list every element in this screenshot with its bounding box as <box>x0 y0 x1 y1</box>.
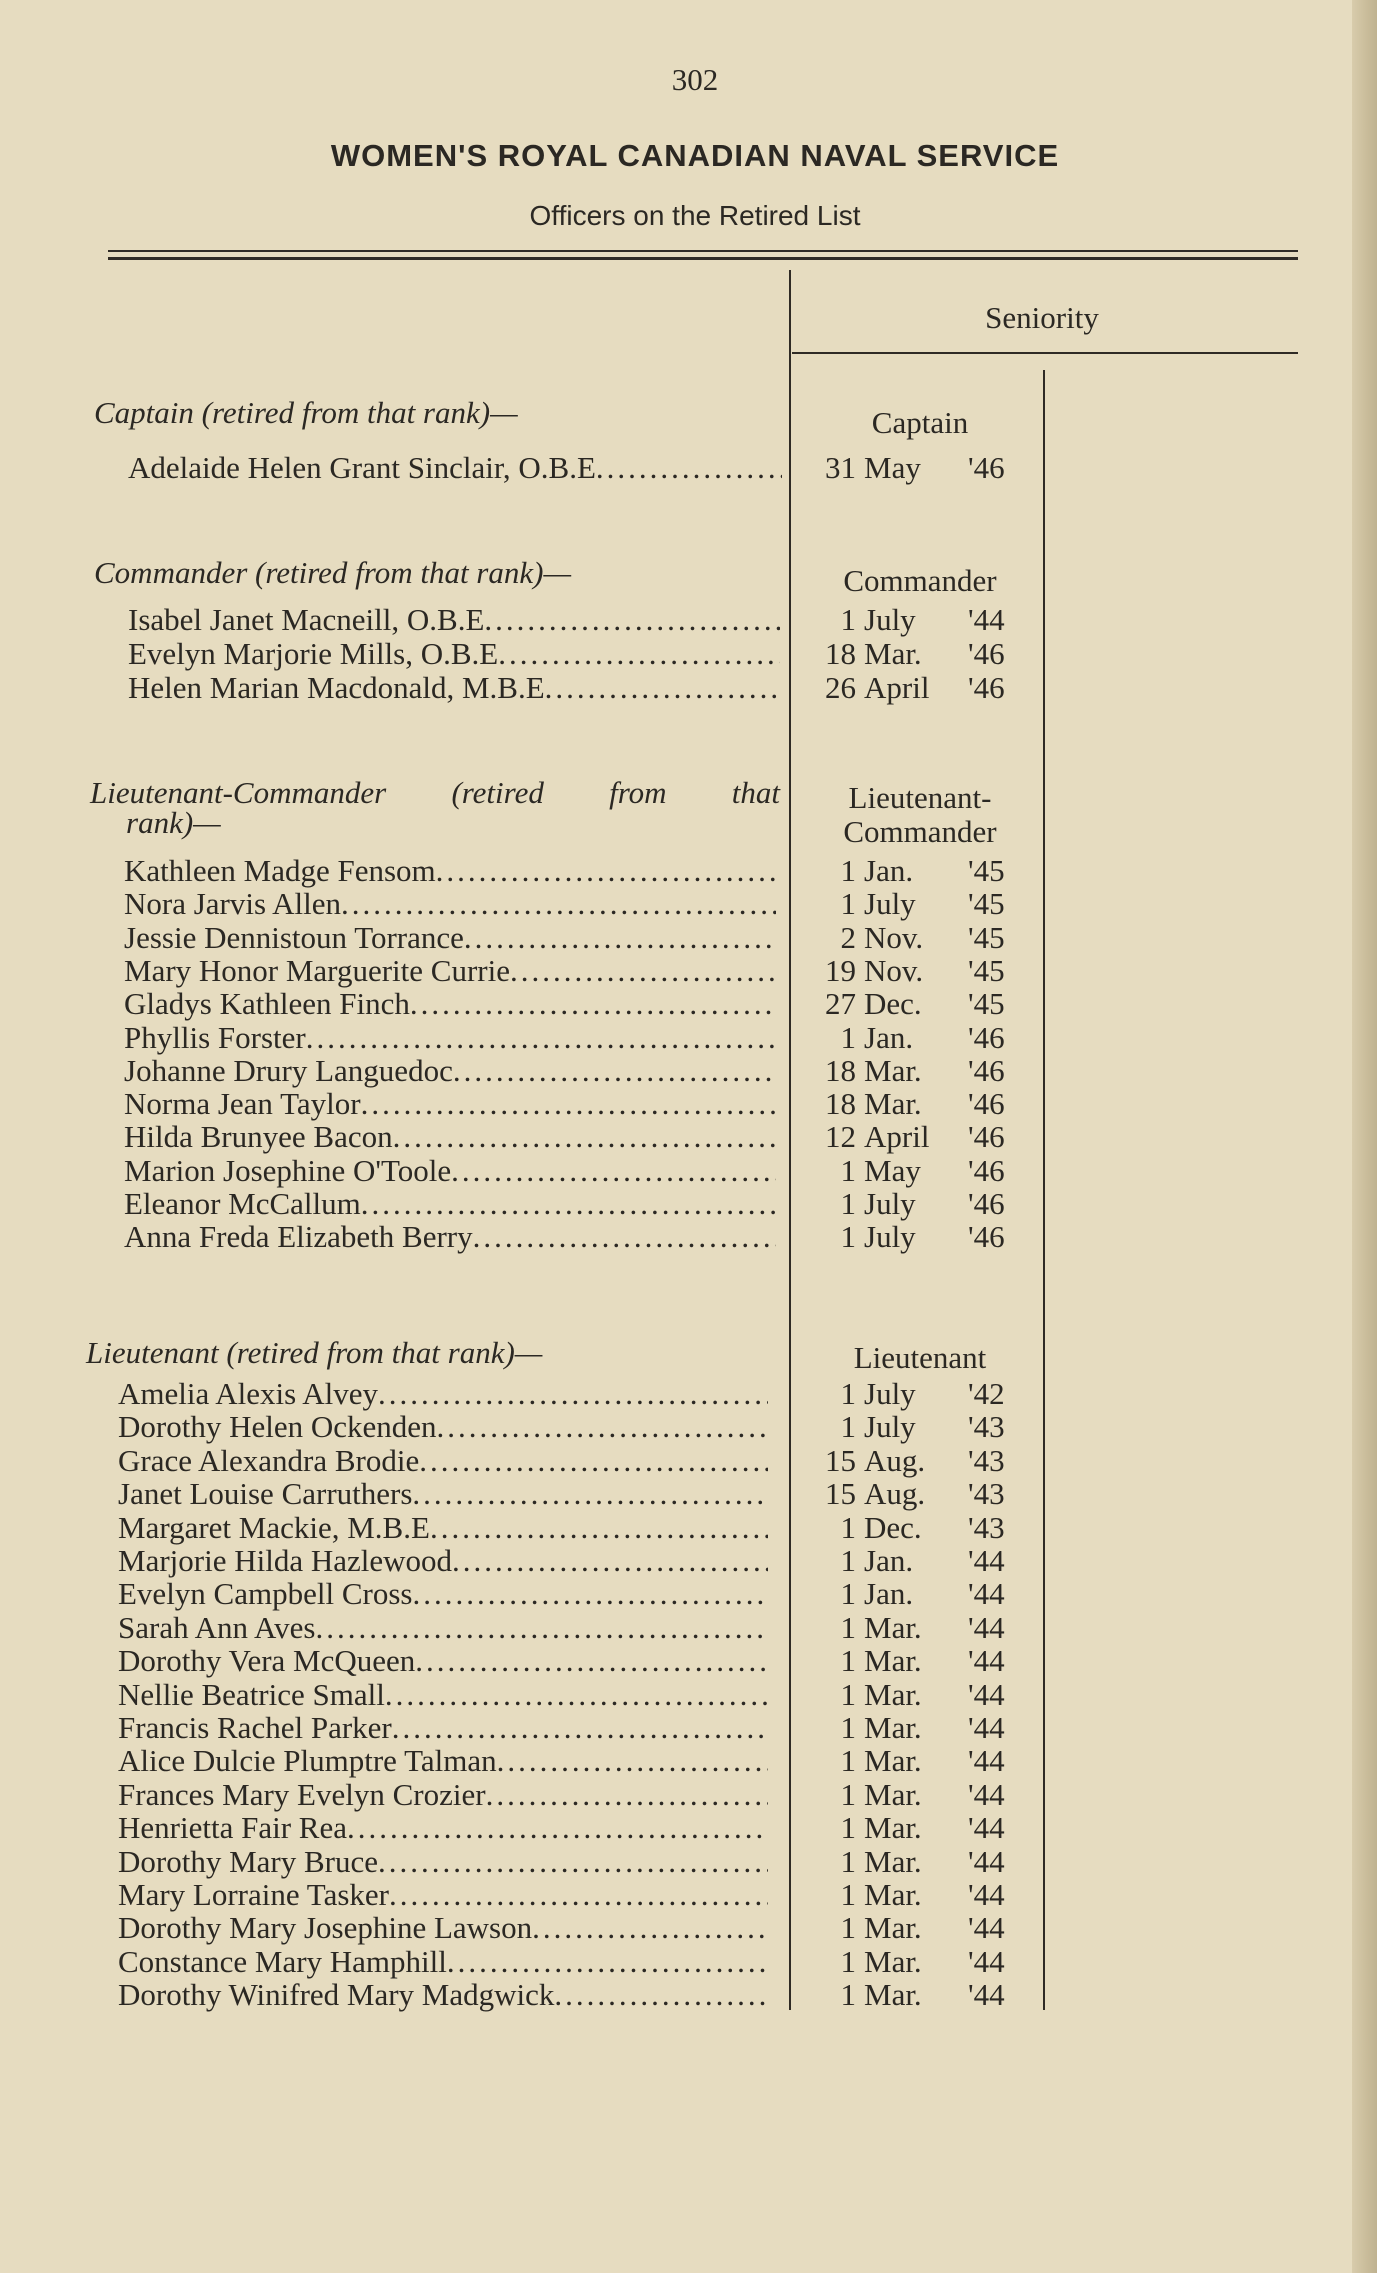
officer-row <box>0 886 1352 920</box>
officer-name-cell <box>128 602 780 638</box>
seniority-month: Mar. <box>864 1676 922 1712</box>
seniority-day: 31 <box>825 450 856 485</box>
seniority-month: Nov. <box>864 952 924 988</box>
seniority-month: Mar. <box>864 1086 922 1122</box>
officer-name: Nellie Beatrice Small <box>118 1676 385 1712</box>
seniority-year: '44 <box>968 1676 1005 1712</box>
seniority-month: Mar. <box>864 1609 922 1645</box>
officer-name-cell <box>118 1376 768 1412</box>
dot-leader <box>486 1777 768 1813</box>
seniority-month: Jan. <box>864 853 914 888</box>
officer-row <box>0 1877 1352 1911</box>
dot-leader <box>451 1153 776 1189</box>
dot-leader <box>484 602 780 638</box>
seniority-day: 1 <box>840 1186 856 1221</box>
seniority-year: '46 <box>968 636 1005 671</box>
seniority-year: '44 <box>968 602 1005 637</box>
officer-name: Evelyn Campbell Cross <box>118 1576 413 1612</box>
seniority-year: '44 <box>968 1643 1005 1679</box>
seniority-month: July <box>864 1186 916 1221</box>
page-number: 302 <box>671 62 719 97</box>
seniority-year: '43 <box>968 1409 1005 1445</box>
officer-row <box>0 1086 1352 1120</box>
dot-leader <box>545 670 780 706</box>
dot-leader <box>453 1053 776 1089</box>
officer-name-cell <box>118 1409 768 1445</box>
seniority-month: May <box>864 1152 921 1188</box>
seniority-day: 15 <box>825 1442 856 1478</box>
seniority-day: 26 <box>825 670 856 705</box>
officer-name: Marion Josephine O'Toole <box>124 1152 452 1188</box>
officer-name: Henrietta Fair Rea <box>118 1810 347 1846</box>
officer-name: Evelyn Marjorie Mills, O.B.E <box>128 636 499 671</box>
officer-row <box>0 1510 1352 1544</box>
seniority-day: 1 <box>840 1543 856 1578</box>
header-rule-top <box>108 250 1298 252</box>
seniority-month: Nov. <box>864 919 924 955</box>
dot-leader <box>392 1710 768 1746</box>
seniority-month: Mar. <box>864 1810 922 1846</box>
officer-row <box>0 1053 1352 1087</box>
seniority-day: 18 <box>825 1052 856 1088</box>
seniority-month: Mar. <box>864 1052 922 1088</box>
heading-word: Lieutenant-Commander <box>90 775 387 810</box>
officer-name-cell <box>118 1643 768 1679</box>
officer-name-cell <box>118 1710 768 1746</box>
dot-leader <box>596 450 782 486</box>
seniority-month: July <box>864 1376 916 1411</box>
officer-name: Mary Lorraine Tasker <box>118 1877 389 1912</box>
dot-leader <box>436 853 776 889</box>
seniority-day: 1 <box>840 1676 856 1712</box>
officer-row <box>0 1409 1352 1443</box>
document-title: WOMEN'S ROYAL CANADIAN NAVAL SERVICE <box>330 138 1060 173</box>
seniority-year: '44 <box>968 1543 1005 1578</box>
officer-name-cell <box>124 953 776 989</box>
dot-leader <box>347 1810 768 1846</box>
officer-row <box>0 450 1352 484</box>
officer-name-cell <box>118 1944 768 1980</box>
seniority-header-rule <box>792 352 1298 354</box>
officer-name-cell <box>128 636 780 672</box>
seniority-year: '44 <box>968 1943 1005 1979</box>
officer-name: Dorothy Helen Ockenden <box>118 1409 437 1445</box>
officer-name-cell <box>124 986 776 1022</box>
seniority-day: 18 <box>825 1086 856 1122</box>
seniority-month: Mar. <box>864 1977 922 2013</box>
officer-row <box>0 1643 1352 1677</box>
officer-row <box>0 1376 1352 1410</box>
officer-name-cell <box>124 1219 776 1255</box>
seniority-month: Mar. <box>864 1843 922 1879</box>
seniority-year: '43 <box>968 1442 1005 1478</box>
officer-name-cell <box>118 1677 768 1713</box>
officer-name-cell <box>118 1743 768 1779</box>
seniority-day: 1 <box>840 1219 856 1255</box>
seniority-year: '46 <box>968 1019 1005 1055</box>
officer-name-cell <box>124 1020 776 1056</box>
seniority-month: Mar. <box>864 1776 922 1812</box>
seniority-day: 19 <box>825 952 856 988</box>
officer-row <box>0 1810 1352 1844</box>
seniority-month: Mar. <box>864 1710 922 1745</box>
officer-name: Dorothy Mary Josephine Lawson <box>118 1910 533 1946</box>
section-heading-lieutenant: Lieutenant (retired from that rank)— <box>86 1335 543 1370</box>
officer-row <box>0 1020 1352 1054</box>
seniority-month: Jan. <box>864 1019 914 1055</box>
seniority-day: 1 <box>840 1977 856 2013</box>
dot-leader <box>393 1119 776 1155</box>
section-heading-commander: Commander (retired from that rank)— <box>94 555 572 590</box>
officer-name: Kathleen Madge Fensom <box>124 853 436 888</box>
seniority-month: Mar. <box>864 1877 922 1912</box>
officer-name: Margaret Mackie, M.B.E <box>118 1509 430 1545</box>
heading-word: (retired <box>451 775 544 810</box>
seniority-year: '45 <box>968 952 1005 988</box>
officer-row <box>0 1944 1352 1978</box>
dot-leader <box>497 1743 768 1779</box>
dot-leader <box>361 1186 776 1222</box>
officer-name: Marjorie Hilda Hazlewood <box>118 1543 452 1578</box>
officer-name-cell <box>124 1086 776 1122</box>
officer-row <box>0 602 1352 636</box>
officer-name: Helen Marian Macdonald, M.B.E <box>128 670 545 705</box>
officer-name-cell <box>124 853 776 889</box>
seniority-year: '44 <box>968 1910 1005 1946</box>
dot-leader <box>341 886 776 922</box>
officer-row <box>0 986 1352 1020</box>
dot-leader <box>378 1844 768 1880</box>
dot-leader <box>498 636 780 672</box>
officer-name: Sarah Ann Aves <box>118 1609 316 1645</box>
seniority-year: '45 <box>968 986 1005 1022</box>
officer-name-cell <box>118 1910 768 1946</box>
seniority-day: 12 <box>825 1119 856 1155</box>
seniority-month: May <box>864 450 921 485</box>
seniority-day: 1 <box>840 1409 856 1445</box>
dot-leader <box>361 1086 776 1122</box>
officer-name-cell <box>118 1810 768 1846</box>
officer-name: Gladys Kathleen Finch <box>124 986 410 1022</box>
seniority-year: '44 <box>968 1843 1005 1879</box>
seniority-year: '44 <box>968 1877 1005 1912</box>
officer-name-cell <box>118 1610 768 1646</box>
officer-row <box>0 1443 1352 1477</box>
officer-name: Dorothy Mary Bruce <box>118 1843 378 1879</box>
dot-leader <box>452 1543 768 1579</box>
officer-name: Alice Dulcie Plumptre Talman <box>118 1743 497 1779</box>
officer-name-cell <box>128 450 782 486</box>
seniority-year: '42 <box>968 1376 1005 1411</box>
officer-name: Francis Rachel Parker <box>118 1710 392 1745</box>
seniority-day: 1 <box>840 1776 856 1812</box>
seniority-day: 1 <box>840 1376 856 1411</box>
officer-name-cell <box>118 1510 768 1546</box>
officer-name-cell <box>118 1977 768 2013</box>
dot-leader <box>415 1643 768 1679</box>
seniority-day: 1 <box>840 1843 856 1879</box>
seniority-year: '46 <box>968 1186 1005 1221</box>
rank-label-captain: Captain <box>871 405 969 440</box>
seniority-year: '44 <box>968 1710 1005 1745</box>
officer-name: Dorothy Vera McQueen <box>118 1643 416 1679</box>
header-rule-bottom <box>108 257 1298 260</box>
seniority-year: '44 <box>968 1776 1005 1812</box>
seniority-month: Mar. <box>864 636 922 671</box>
seniority-year: '46 <box>968 1052 1005 1088</box>
officer-name: Anna Freda Elizabeth Berry <box>124 1219 473 1255</box>
dot-leader <box>385 1677 768 1713</box>
seniority-month: Aug. <box>864 1476 926 1512</box>
officer-name-cell <box>118 1576 768 1612</box>
page-edge <box>1352 0 1377 2273</box>
seniority-year: '44 <box>968 1810 1005 1846</box>
heading-word: that <box>731 775 780 810</box>
seniority-day: 27 <box>825 986 856 1022</box>
seniority-month: Jan. <box>864 1576 914 1612</box>
officer-name: Hilda Brunyee Bacon <box>124 1119 393 1155</box>
officer-row <box>0 1219 1352 1253</box>
rank-label-lieutenant-commander: Lieutenant- <box>848 780 992 815</box>
seniority-month: Mar. <box>864 1943 922 1979</box>
officer-row <box>0 1743 1352 1777</box>
officer-name: Amelia Alexis Alvey <box>118 1376 379 1411</box>
dot-leader <box>532 1910 768 1946</box>
seniority-month: Jan. <box>864 1543 914 1578</box>
seniority-day: 1 <box>840 1576 856 1612</box>
dot-leader <box>554 1977 768 2013</box>
officer-name: Frances Mary Evelyn Crozier <box>118 1776 486 1812</box>
dot-leader <box>412 1476 768 1512</box>
seniority-year: '43 <box>968 1509 1005 1545</box>
officer-name-cell <box>118 1877 768 1913</box>
dot-leader <box>315 1610 768 1646</box>
officer-row <box>0 1186 1352 1220</box>
officer-name-cell <box>118 1443 768 1479</box>
seniority-year: '46 <box>968 1152 1005 1188</box>
seniority-day: 1 <box>840 1743 856 1779</box>
seniority-month: Mar. <box>864 1643 922 1679</box>
seniority-year: '45 <box>968 853 1005 888</box>
officer-name-cell <box>124 1186 776 1222</box>
officer-row <box>0 1977 1352 2011</box>
officer-row <box>0 1710 1352 1744</box>
rank-label-lieutenant-commander-line2: Commander <box>843 814 997 849</box>
seniority-month: Aug. <box>864 1442 926 1478</box>
officer-name: Johanne Drury Languedoc <box>124 1052 453 1088</box>
seniority-day: 1 <box>840 853 856 888</box>
officer-name: Isabel Janet Macneill, O.B.E <box>128 602 485 637</box>
officer-name-cell <box>118 1844 768 1880</box>
dot-leader <box>473 1219 776 1255</box>
seniority-day: 18 <box>825 636 856 671</box>
seniority-day: 1 <box>840 1810 856 1846</box>
officer-name: Dorothy Winifred Mary Madgwick <box>118 1977 555 2013</box>
officer-name: Nora Jarvis Allen <box>124 886 341 922</box>
officer-name-cell <box>124 1153 776 1189</box>
dot-leader <box>437 1409 768 1445</box>
dot-leader <box>430 1510 768 1546</box>
officer-row <box>0 920 1352 954</box>
officer-row <box>0 1153 1352 1187</box>
officer-row <box>0 1844 1352 1878</box>
seniority-day: 2 <box>840 919 856 955</box>
officer-row <box>0 1476 1352 1510</box>
seniority-year: '44 <box>968 1743 1005 1779</box>
seniority-day: 1 <box>840 602 856 637</box>
dot-leader <box>412 1576 768 1612</box>
seniority-year: '46 <box>968 1086 1005 1122</box>
seniority-month: April <box>864 1119 930 1155</box>
seniority-month: Dec. <box>864 986 922 1022</box>
officer-name-cell <box>124 1053 776 1089</box>
dot-leader <box>389 1877 768 1913</box>
seniority-day: 1 <box>840 1643 856 1679</box>
seniority-month: Mar. <box>864 1910 922 1946</box>
seniority-month: Mar. <box>864 1743 922 1779</box>
officer-row <box>0 1910 1352 1944</box>
officer-row <box>0 1119 1352 1153</box>
officer-row <box>0 1543 1352 1577</box>
seniority-year: '46 <box>968 670 1005 705</box>
seniority-year: '44 <box>968 1977 1005 2013</box>
dot-leader <box>447 1944 768 1980</box>
seniority-day: 1 <box>840 1609 856 1645</box>
seniority-day: 1 <box>840 1943 856 1979</box>
section-heading-captain: Captain (retired from that rank)— <box>94 395 518 430</box>
seniority-year: '46 <box>968 1119 1005 1155</box>
officer-name: Grace Alexandra Brodie <box>118 1442 420 1478</box>
seniority-month: July <box>864 602 916 637</box>
officer-name: Jessie Dennistoun Torrance <box>124 919 464 955</box>
officer-name-cell <box>124 920 776 956</box>
officer-name-cell <box>118 1777 768 1813</box>
rank-label-lieutenant: Lieutenant <box>853 1340 987 1375</box>
seniority-day: 1 <box>840 1910 856 1946</box>
officer-name-cell <box>124 1119 776 1155</box>
officer-name-cell <box>118 1543 768 1579</box>
dot-leader <box>419 1443 768 1479</box>
officer-name: Janet Louise Carruthers <box>118 1476 413 1512</box>
seniority-year: '44 <box>968 1609 1005 1645</box>
officer-name: Norma Jean Taylor <box>124 1086 361 1122</box>
officer-name-cell <box>124 886 776 922</box>
officer-name: Adelaide Helen Grant Sinclair, O.B.E <box>128 450 596 485</box>
officer-row <box>0 1610 1352 1644</box>
seniority-day: 15 <box>825 1476 856 1512</box>
seniority-day: 1 <box>840 1152 856 1188</box>
officer-row <box>0 1777 1352 1811</box>
dot-leader <box>306 1020 776 1056</box>
officer-row <box>0 1677 1352 1711</box>
officer-name: Eleanor McCallum <box>124 1186 361 1221</box>
seniority-column-header: Seniority <box>985 300 1099 335</box>
officer-row <box>0 636 1352 670</box>
seniority-month: July <box>864 1409 916 1445</box>
seniority-year: '46 <box>968 450 1005 485</box>
dot-leader <box>510 953 776 989</box>
document-subtitle: Officers on the Retired List <box>529 200 861 231</box>
dot-leader <box>410 986 776 1022</box>
officer-row <box>0 853 1352 887</box>
officer-row <box>0 953 1352 987</box>
seniority-month: July <box>864 886 916 922</box>
seniority-day: 1 <box>840 1877 856 1912</box>
rank-label-commander: Commander <box>843 563 997 598</box>
officer-name: Phyllis Forster <box>124 1019 306 1055</box>
officer-row <box>0 1576 1352 1610</box>
seniority-year: '45 <box>968 919 1005 955</box>
seniority-year: '43 <box>968 1476 1005 1512</box>
seniority-year: '45 <box>968 886 1005 922</box>
seniority-year: '44 <box>968 1576 1005 1612</box>
officer-row <box>0 670 1352 704</box>
dot-leader <box>464 920 776 956</box>
officer-name: Mary Honor Marguerite Currie <box>124 952 510 988</box>
officer-name-cell <box>118 1476 768 1512</box>
heading-word: from <box>609 775 667 810</box>
officer-name: Constance Mary Hamphill <box>118 1943 447 1979</box>
seniority-day: 1 <box>840 886 856 922</box>
section-heading-lieutenant-commander-line2: rank)— <box>126 805 221 840</box>
seniority-day: 1 <box>840 1019 856 1055</box>
dot-leader <box>378 1376 768 1412</box>
officer-name-cell <box>128 670 780 706</box>
seniority-year: '46 <box>968 1219 1005 1255</box>
seniority-month: Dec. <box>864 1509 922 1545</box>
seniority-day: 1 <box>840 1509 856 1545</box>
seniority-day: 1 <box>840 1710 856 1745</box>
seniority-month: April <box>864 670 930 705</box>
seniority-month: July <box>864 1219 916 1255</box>
